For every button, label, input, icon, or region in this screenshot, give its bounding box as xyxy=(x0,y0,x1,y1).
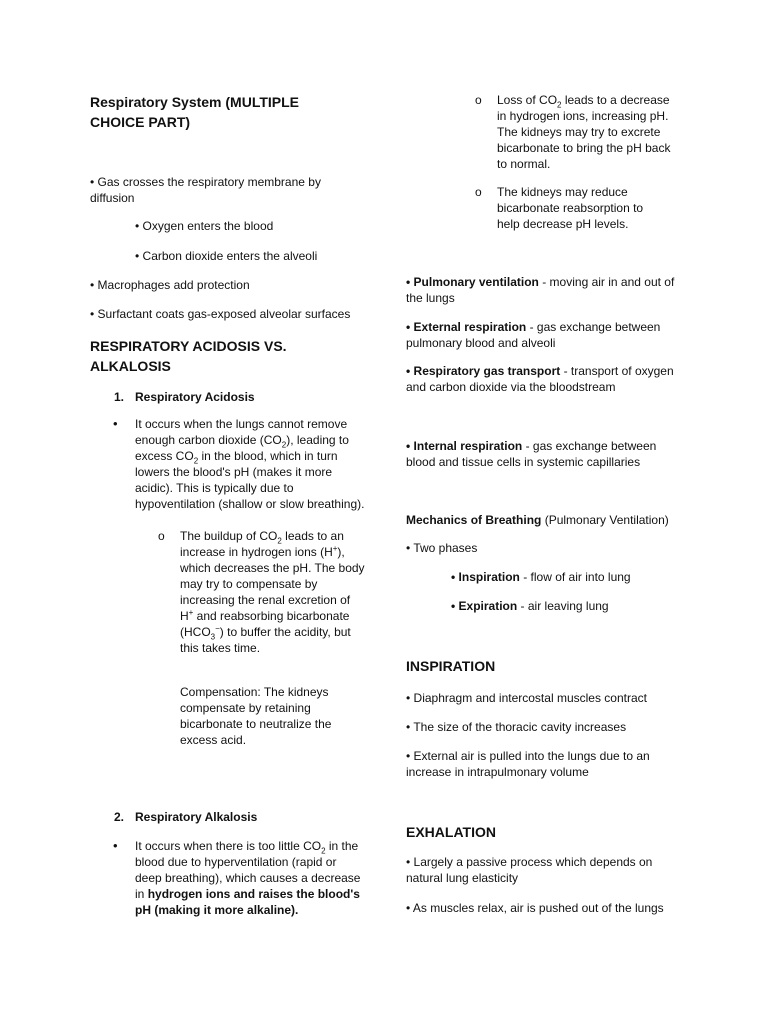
acidosis-compensation-note: Compensation: The kidneys compensate by retaining bicarbonate to neutralize the excess acid. xyxy=(180,685,332,747)
term-respiratory-gas-transport: • Respiratory gas transport - transport of oxygen and carbon dioxide via the bloodstream xyxy=(406,364,674,394)
intro-bullet: • Gas crosses the respiratory membrane by diffusion xyxy=(90,175,321,205)
bullet-dot-icon: • xyxy=(113,838,118,853)
mechanics-heading: Mechanics of Breathing (Pulmonary Ventilation) xyxy=(406,513,669,527)
inspiration-item: • Diaphragm and intercostal muscles contract xyxy=(406,691,647,705)
two-phases-bullet: • Two phases xyxy=(406,541,478,555)
term-pulmonary-ventilation: • Pulmonary ventilation - moving air in and out of the lungs xyxy=(406,275,675,305)
subsection-heading-acidosis: Respiratory Acidosis xyxy=(135,390,255,404)
exhalation-item: • Largely a passive process which depends on natural lung elasticity xyxy=(406,855,653,885)
page-title: Respiratory System (MULTIPLE CHOICE PART) xyxy=(90,94,300,130)
section-heading-inspiration: INSPIRATION xyxy=(406,658,496,674)
inspiration-item: • The size of the thoracic cavity increases xyxy=(406,720,627,734)
inspiration-item: • External air is pulled into the lungs due to an increase in intrapulmonary volume xyxy=(406,749,650,779)
sub-bullet-marker: o xyxy=(475,185,482,199)
intro-bullet: • Surfactant coats gas-exposed alveolar surfaces xyxy=(90,307,351,321)
exhalation-item: • As muscles relax, air is pushed out of the lungs xyxy=(406,901,664,915)
subsection-heading-alkalosis: Respiratory Alkalosis xyxy=(135,810,258,824)
intro-sub-bullet: • Carbon dioxide enters the alveoli xyxy=(135,249,318,263)
sub-bullet-marker: o xyxy=(158,529,165,543)
term-external-respiration: • External respiration - gas exchange between pulmonary blood and alveoli xyxy=(406,320,661,350)
intro-bullet: • Macrophages add protection xyxy=(90,278,250,292)
list-number: 1. xyxy=(114,390,125,404)
section-heading-acidosis-alkalosis: RESPIRATORY ACIDOSIS VS. ALKALOSIS xyxy=(90,338,287,374)
list-number: 2. xyxy=(114,810,125,824)
phase-inspiration: • Inspiration - flow of air into lung xyxy=(451,570,631,584)
term-internal-respiration: • Internal respiration - gas exchange between blood and tissue cells in systemic capillaries xyxy=(406,439,657,469)
alkalosis-sub-detail: The kidneys may reduce bicarbonate reabsorption to help decrease pH levels. xyxy=(497,185,644,231)
alkalosis-description: It occurs when there is too little $CO_2$ in the blood due to hyperventilation (rapid or deep breathing), which causes a decrease in hydrogen ions and raises the blood's pH (making it more alkaline). xyxy=(135,839,361,917)
intro-sub-bullet: • Oxygen enters the blood xyxy=(135,219,274,233)
section-heading-exhalation: EXHALATION xyxy=(406,824,496,840)
bullet-dot-icon: • xyxy=(113,416,118,431)
alkalosis-sub-detail: Loss of $CO_2$ leads to a decrease in hydrogen ions, increasing pH. The kidneys may try to excrete bicarbonate to bring the pH back to normal. xyxy=(497,93,671,171)
sub-bullet-marker: o xyxy=(475,93,482,107)
phase-expiration: • Expiration - air leaving lung xyxy=(451,599,609,613)
acidosis-description: It occurs when the lungs cannot remove enough carbon dioxide $(CO_2)$, leading to excess $CO_2$ in the blood, which in turn lowers the blood's pH (makes it more acidic). This is typically due to hypoventilation (shallow or slow breathing). xyxy=(135,417,365,511)
acidosis-compensation-detail: The buildup of $CO_2$ leads to an increase in hydrogen ions (H+), which decreases the pH. The body may try to compensate by increasing the renal excretion of H+ and reabsorbing bicarbonate $(HCO_3^-)$ to buffer the acidity, but this takes time. xyxy=(180,529,365,655)
